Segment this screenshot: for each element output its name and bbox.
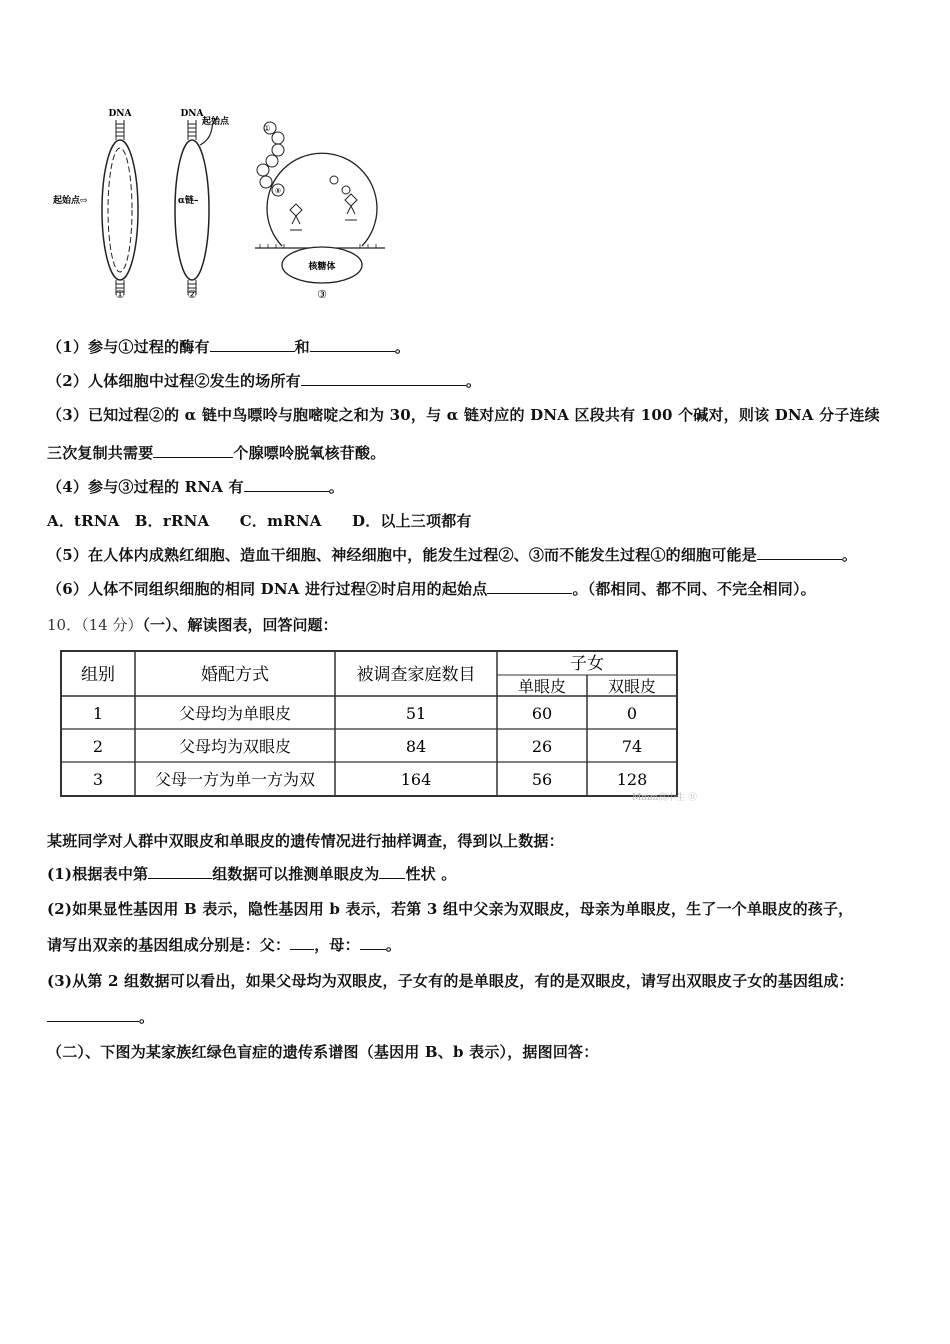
survey-table [60, 650, 680, 800]
part1-q2-line-1: (2)如果显性基因用 B 表示，隐性基因用 b 表示，若第 3 组中父亲为双眼皮，母亲为单眼皮，生了一个单眼皮的孩子， [47, 900, 854, 918]
p1q2-mid: ，母： [314, 936, 360, 954]
row2-group: 2 [92, 737, 104, 756]
q6-text: （6）人体不同组织细胞的相同 DNA 进行过程②时启用的起始点 [47, 580, 488, 598]
q2-text: （2）人体细胞中过程②发生的场所有 [47, 372, 301, 390]
q4-end: 。 [328, 478, 344, 496]
part2-intro: （二）、下图为某家族红绿色盲症的遗传系谱图（基因用 B、b 表示），据图回答： [47, 1043, 599, 1061]
p1q2-end: 。 [385, 936, 402, 954]
new-strands [108, 148, 132, 272]
watermark: Mmm高中生 ⑪ [632, 793, 698, 803]
row1-families: 51 [405, 704, 427, 723]
replication-bubble [102, 140, 138, 280]
header-single-eyelid: 单眼皮 [517, 677, 567, 696]
origin-label-top: 起始点 [202, 117, 230, 127]
q2-end: 。 [465, 372, 482, 390]
row3-double: 128 [616, 770, 648, 789]
transcription-bubble [175, 140, 209, 280]
dna-ladder-top-2 [188, 120, 196, 140]
question-6 [47, 578, 816, 599]
p1q1-blank-a[interactable] [148, 864, 212, 879]
polypeptide-chain [257, 122, 284, 196]
header-children: 子女 [570, 654, 604, 674]
part1-q1 [47, 863, 456, 884]
figure-number-2: ② [187, 288, 197, 301]
p1q1-mid: 组数据可以推测单眼皮为 [212, 865, 380, 883]
row1-group: 1 [92, 704, 104, 723]
row1-marriage: 父母均为单眼皮 [178, 704, 292, 723]
row1-single: 60 [531, 704, 553, 723]
p1q3-end: 。 [139, 1008, 155, 1026]
dna-label-1: DNA [108, 109, 132, 119]
large-subunit [267, 153, 377, 246]
q5-blank[interactable] [757, 545, 842, 560]
q10-title: （一）、解读图表，回答问题： [142, 616, 338, 634]
q3-blank[interactable] [153, 443, 233, 458]
header-group: 组别 [81, 665, 115, 685]
part1-q3-line-2 [47, 1006, 154, 1027]
question-10-header [47, 614, 337, 635]
p1q1-blank-b[interactable] [379, 864, 405, 879]
q6-blank[interactable] [487, 579, 572, 594]
figure-number-3: ③ [317, 288, 327, 301]
small-number-8: ⑧ [274, 187, 282, 195]
q1-blank-b[interactable] [310, 337, 395, 352]
question-4 [47, 476, 344, 497]
question-2 [47, 370, 481, 391]
header-double-eyelid: 双眼皮 [607, 677, 657, 696]
part1-intro: 某班同学对人群中双眼皮和单眼皮的遗传情况进行抽样调查，得到以上数据： [47, 832, 564, 850]
q6-end: 。（都相同、都不同、不完全相同）。 [572, 580, 816, 598]
trna-molecules [290, 176, 357, 230]
question-4-options: A．tRNA B．rRNA C．mRNA D．以上三项都有 [47, 512, 472, 530]
row2-marriage: 父母均为双眼皮 [178, 737, 292, 756]
row2-single: 26 [531, 737, 553, 756]
question-3-line-2 [47, 442, 385, 463]
row1-double: 0 [626, 704, 638, 723]
row2-families: 84 [405, 737, 427, 756]
row3-families: 164 [400, 770, 432, 789]
q5-text: （5）在人体内成熟红细胞、造血干细胞、神经细胞中，能发生过程②、③而不能发生过程①的细胞可能是 [47, 546, 757, 564]
p1q2-blank-father[interactable] [290, 935, 314, 950]
header-marriage: 婚配方式 [201, 665, 269, 685]
ribosome-label: 核糖体 [308, 262, 336, 272]
q4-text: （4）参与③过程的 RNA 有 [47, 478, 244, 496]
q2-blank[interactable] [301, 371, 466, 386]
row3-group: 3 [92, 770, 104, 789]
q10-number: 10．（14 分） [47, 616, 143, 634]
p1q2-text: 请写出双亲的基因组成分别是：父： [47, 936, 291, 954]
part1-q2-line-2 [47, 934, 401, 955]
dna-process-figure [50, 100, 390, 305]
row2-double: 74 [621, 737, 643, 756]
alpha-chain-label: α链– [178, 196, 199, 206]
part1-q3-line-1: (3)从第 2 组数据可以看出，如果父母均为双眼皮，子女有的是单眼皮，有的是双眼皮，请写出双眼皮子女的基因组成： [47, 972, 854, 990]
header-families: 被调查家庭数目 [356, 665, 476, 685]
figure-number-1: ① [115, 288, 125, 301]
question-1 [47, 336, 410, 357]
origin-label-left: 起始点⇨ [53, 196, 88, 206]
p1q1-end: 性状 。 [405, 865, 457, 883]
q1-text: （1）参与①过程的酶有 [47, 338, 210, 356]
p1q3-blank[interactable] [47, 1007, 139, 1022]
dna-label-2: DNA [180, 109, 204, 119]
dna-ladder-top-1 [116, 120, 124, 140]
q3-end: 个腺嘌呤脱氧核苷酸。 [233, 444, 386, 462]
question-3-line-1: （3）已知过程②的 α 链中鸟嘌呤与胞嘧啶之和为 30，与 α 链对应的 DNA 区段共有 100 个碱对，则该 DNA 分子连续 [47, 406, 880, 424]
q1-mid: 和 [294, 338, 310, 356]
row3-single: 56 [531, 770, 553, 789]
q1-blank-a[interactable] [210, 337, 295, 352]
q5-end: 。 [841, 546, 858, 564]
q4-blank[interactable] [244, 477, 329, 492]
p1q1-text: (1)根据表中第 [47, 865, 149, 883]
small-number-1: ① [263, 124, 271, 133]
row3-marriage: 父母一方为单一方为双 [154, 770, 316, 789]
q1-end: 。 [394, 338, 411, 356]
question-5 [47, 544, 857, 565]
p1q2-blank-mother[interactable] [360, 935, 386, 950]
q3-text: 三次复制共需要 [47, 444, 154, 462]
